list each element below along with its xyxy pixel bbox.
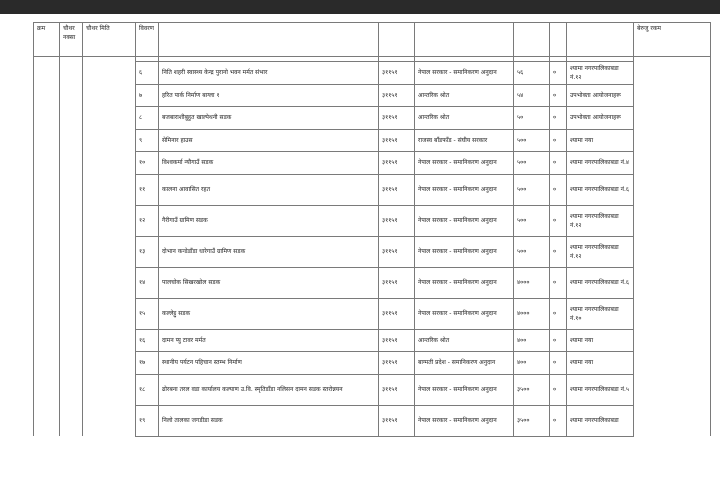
empty-cell (34, 62, 60, 85)
agency-cell: उपभोक्ता आयोजनाहरू (567, 107, 634, 130)
budget-code-cell: ३११५१ (379, 152, 415, 175)
empty-cell (34, 236, 60, 267)
serial-number-cell: १४ (136, 267, 159, 298)
funding-source-cell: नेपाल सरकार - समानिकरण अनुदान (415, 374, 514, 405)
serial-number-cell: ७ (136, 84, 159, 107)
project-title-cell: विश्वकर्मा न्यौगाउँ सडक (159, 152, 379, 175)
funding-source-cell: नेपाल सरकार - समानिकरण अनुदान (415, 174, 514, 205)
zero-cell: ० (550, 236, 567, 267)
empty-cell (60, 129, 83, 152)
funding-source-cell: राजस्व बाँडफाँड - संघीय सरकार (415, 129, 514, 152)
funding-source-cell: आन्तरिक श्रोत (415, 329, 514, 352)
zero-cell: ० (550, 298, 567, 329)
header-empty (379, 23, 415, 57)
empty-cell (60, 329, 83, 352)
amount-cell: ५६ (514, 62, 550, 85)
header-ward-date: चौथर मिति (83, 23, 136, 57)
project-title-cell: दामन प्यु टावर मर्मत (159, 329, 379, 352)
remarks-cell (634, 298, 711, 329)
budget-table (33, 22, 711, 437)
empty-cell (83, 129, 136, 152)
amount-cell: ५० (514, 107, 550, 130)
empty-cell (83, 152, 136, 175)
project-title-cell: बजबाराशीबुहुत खाल्पेथनी सडक (159, 107, 379, 130)
empty-cell (60, 62, 83, 85)
header-empty (514, 23, 550, 57)
empty-cell (34, 152, 60, 175)
project-title-cell: गैरीगाउँ ग्रामिण सडक (159, 205, 379, 236)
empty-cell (60, 152, 83, 175)
remarks-cell (634, 107, 711, 130)
zero-cell: ० (550, 174, 567, 205)
empty-cell (60, 205, 83, 236)
empty-cell (83, 405, 136, 436)
top-dark-bar (0, 0, 720, 14)
remarks-cell (634, 152, 711, 175)
empty-cell (34, 267, 60, 298)
budget-code-cell: ३११५१ (379, 62, 415, 85)
serial-number-cell: १६ (136, 329, 159, 352)
budget-code-cell: ३११५१ (379, 129, 415, 152)
zero-cell: ० (550, 352, 567, 375)
project-title-cell: पालचोक सिखरखोल सडक (159, 267, 379, 298)
table-row (34, 84, 711, 107)
empty-cell (34, 174, 60, 205)
header-empty (159, 23, 379, 57)
document-page (0, 14, 720, 491)
serial-number-cell: १५ (136, 298, 159, 329)
zero-cell: ० (550, 62, 567, 85)
table-row (34, 205, 711, 236)
empty-cell (60, 352, 83, 375)
remarks-cell (634, 174, 711, 205)
header-bibaran: विवरण (136, 23, 159, 57)
empty-cell (83, 352, 136, 375)
funding-source-cell: नेपाल सरकार - समानिकरण अनुदान (415, 405, 514, 436)
table-row (34, 329, 711, 352)
project-title-cell: निति शहरी स्वास्थ्य केन्द्र पुरानो भवन मर्मत संभार (159, 62, 379, 85)
empty-cell (83, 298, 136, 329)
table-header-row (34, 23, 711, 57)
table-row (34, 62, 711, 85)
empty-cell (60, 174, 83, 205)
serial-number-cell: १३ (136, 236, 159, 267)
project-title-cell: ढोरबना तरल वडा कार्यालय कल्याण उ.वि. स्मृतिडाँडा नलिसन दामन सडक स्तरोन्नयन (159, 374, 379, 405)
zero-cell: ० (550, 84, 567, 107)
budget-code-cell: ३११५१ (379, 329, 415, 352)
remarks-cell (634, 236, 711, 267)
empty-cell (60, 405, 83, 436)
project-title-cell: हरित पार्क निर्माण बाग्ला १ (159, 84, 379, 107)
empty-cell (83, 84, 136, 107)
empty-cell (60, 374, 83, 405)
table-row (34, 352, 711, 375)
funding-source-cell: नेपाल सरकार - समानिकरण अनुदान (415, 62, 514, 85)
empty-cell (83, 374, 136, 405)
remarks-cell (634, 267, 711, 298)
header-remarks: बेरुजु रकम (634, 23, 711, 57)
remarks-cell (634, 62, 711, 85)
empty-cell (34, 84, 60, 107)
empty-cell (83, 205, 136, 236)
budget-code-cell: ३११५१ (379, 107, 415, 130)
amount-cell: ५०० (514, 174, 550, 205)
remarks-cell (634, 374, 711, 405)
empty-cell (83, 236, 136, 267)
funding-source-cell: बाग्मती प्रदेश - समानिकरण अनुदान (415, 352, 514, 375)
funding-source-cell: नेपाल सरकार - समानिकरण अनुदान (415, 236, 514, 267)
amount-cell: ५०० (514, 129, 550, 152)
amount-cell: ४००० (514, 267, 550, 298)
serial-number-cell: ८ (136, 107, 159, 130)
remarks-cell (634, 129, 711, 152)
zero-cell: ० (550, 129, 567, 152)
project-title-cell: स्थानीय पर्यटन पहिचान स्तम्भ निर्माण (159, 352, 379, 375)
budget-code-cell: ३११५१ (379, 205, 415, 236)
header-kram: क्रम (34, 23, 60, 57)
agency-cell: श्यामा नगरपालिकाबडा नं.१२ (567, 205, 634, 236)
agency-cell: उपभोक्ता आयोजनाहरू (567, 84, 634, 107)
table-row (34, 405, 711, 436)
budget-code-cell: ३११५१ (379, 298, 415, 329)
serial-number-cell: १२ (136, 205, 159, 236)
agency-cell: श्यामा नगरपालिकाबडा नं.५ (567, 374, 634, 405)
empty-cell (34, 405, 60, 436)
empty-cell (83, 62, 136, 85)
remarks-cell (634, 329, 711, 352)
table-row (34, 152, 711, 175)
empty-cell (60, 298, 83, 329)
project-title-cell: कालना आवासित रहत (159, 174, 379, 205)
funding-source-cell: नेपाल सरकार - समानिकरण अनुदान (415, 152, 514, 175)
funding-source-cell: नेपाल सरकार - समानिकरण अनुदान (415, 267, 514, 298)
budget-code-cell: ३११५१ (379, 374, 415, 405)
remarks-cell (634, 405, 711, 436)
empty-cell (34, 129, 60, 152)
empty-cell (34, 374, 60, 405)
agency-cell: श्यामा नया (567, 129, 634, 152)
budget-code-cell: ३११५१ (379, 84, 415, 107)
empty-cell (60, 267, 83, 298)
serial-number-cell: ६ (136, 62, 159, 85)
budget-code-cell: ३११५१ (379, 267, 415, 298)
project-title-cell: दोभान कन्डेडाँडा धारेगाउँ ग्रामिण सडक (159, 236, 379, 267)
empty-cell (83, 174, 136, 205)
serial-number-cell: ९ (136, 129, 159, 152)
agency-cell: श्यामा नगरपालिकाबडा (567, 405, 634, 436)
zero-cell: ० (550, 374, 567, 405)
zero-cell: ० (550, 405, 567, 436)
agency-cell: श्यामा नया (567, 352, 634, 375)
empty-cell (83, 329, 136, 352)
zero-cell: ० (550, 152, 567, 175)
empty-cell (34, 329, 60, 352)
remarks-cell (634, 84, 711, 107)
agency-cell: श्यामा नगरपालिकाबडा नं.१२ (567, 236, 634, 267)
empty-cell (34, 298, 60, 329)
empty-cell (34, 352, 60, 375)
remarks-cell (634, 352, 711, 375)
table-row (34, 107, 711, 130)
funding-source-cell: आन्तरिक श्रोत (415, 107, 514, 130)
table-row (34, 174, 711, 205)
funding-source-cell: नेपाल सरकार - समानिकरण अनुदान (415, 298, 514, 329)
agency-cell: श्यामा नगरपालिकाबडा नं.६ (567, 174, 634, 205)
table-row (34, 298, 711, 329)
agency-cell: श्यामा नगरपालिकाबडा नं.१० (567, 298, 634, 329)
zero-cell: ० (550, 107, 567, 130)
agency-cell: श्यामा नया (567, 329, 634, 352)
project-title-cell: सेमिनार हाउस (159, 129, 379, 152)
table-row (34, 267, 711, 298)
serial-number-cell: ११ (136, 174, 159, 205)
amount-cell: ५०० (514, 152, 550, 175)
budget-code-cell: ३११५१ (379, 174, 415, 205)
empty-cell (60, 107, 83, 130)
serial-number-cell: १८ (136, 374, 159, 405)
budget-code-cell: ३११५१ (379, 405, 415, 436)
remarks-cell (634, 205, 711, 236)
table-row (34, 129, 711, 152)
empty-cell (34, 107, 60, 130)
header-empty (550, 23, 567, 57)
table-row (34, 374, 711, 405)
agency-cell: श्यामा नगरपालिकाबडा नं.४ (567, 152, 634, 175)
header-ward-no: चौथर नक्सा (60, 23, 83, 57)
amount-cell: ५०० (514, 236, 550, 267)
amount-cell: ५४ (514, 84, 550, 107)
agency-cell: श्यामा नगरपालिकाबडा नं.६ (567, 267, 634, 298)
project-title-cell: कल्लेट्टु सडक (159, 298, 379, 329)
amount-cell: ५०० (514, 205, 550, 236)
amount-cell: ४०० (514, 329, 550, 352)
header-empty (415, 23, 514, 57)
agency-cell: श्यामा नगरपालिकाबडा नं.१२ (567, 62, 634, 85)
header-empty (567, 23, 634, 57)
serial-number-cell: १७ (136, 352, 159, 375)
empty-cell (83, 267, 136, 298)
budget-code-cell: ३११५१ (379, 236, 415, 267)
empty-cell (34, 205, 60, 236)
budget-code-cell: ३११५१ (379, 352, 415, 375)
empty-cell (60, 84, 83, 107)
amount-cell: ४०० (514, 352, 550, 375)
zero-cell: ० (550, 205, 567, 236)
table-row (34, 236, 711, 267)
amount-cell: ३५०० (514, 374, 550, 405)
funding-source-cell: नेपाल सरकार - समानिकरण अनुदान (415, 205, 514, 236)
amount-cell: ४००० (514, 298, 550, 329)
zero-cell: ० (550, 329, 567, 352)
serial-number-cell: १९ (136, 405, 159, 436)
project-title-cell: निलो तालका जगडीडा सडक (159, 405, 379, 436)
serial-number-cell: १० (136, 152, 159, 175)
zero-cell: ० (550, 267, 567, 298)
empty-cell (83, 107, 136, 130)
amount-cell: ३५०० (514, 405, 550, 436)
empty-cell (60, 236, 83, 267)
funding-source-cell: आन्तरिक श्रोत (415, 84, 514, 107)
